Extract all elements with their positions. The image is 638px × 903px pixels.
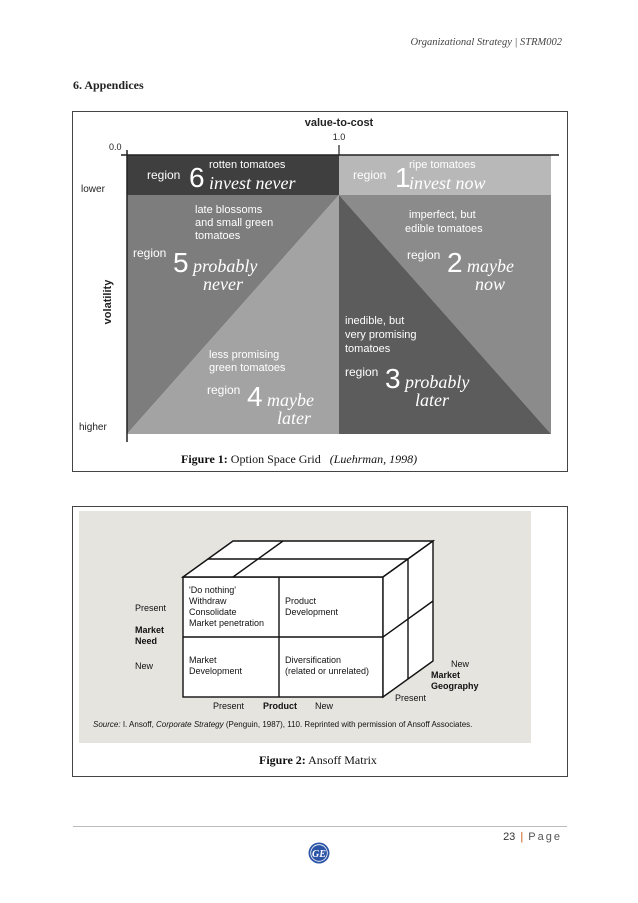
region-2-action-1: maybe: [467, 256, 514, 276]
figure-1-frame: [72, 111, 568, 472]
region-6-word: region: [147, 168, 181, 182]
region-6-desc: rotten tomatoes: [209, 159, 286, 171]
page-number: [503, 831, 562, 843]
ge-logo-icon: [308, 842, 330, 864]
left-axis-label-1: Market: [135, 625, 165, 635]
bottom-present-label: Present: [213, 701, 245, 711]
figure-2-title: Ansoff Matrix: [308, 753, 377, 767]
figure-1-label: Figure 1:: [181, 452, 228, 466]
x-axis-label: value-to-cost: [304, 117, 374, 129]
region-2-word: region: [407, 248, 441, 262]
region-2-desc-2: edible tomatoes: [405, 223, 483, 235]
region-4-word: region: [207, 383, 241, 397]
region-3-number: 3: [385, 363, 401, 394]
region-1-number: 1: [395, 162, 411, 193]
region-4-desc-2: green tomatoes: [209, 362, 286, 374]
region-1-action: invest now: [409, 173, 486, 193]
cell-tr-line-2: Development: [285, 607, 339, 617]
source-title: Corporate Strategy: [156, 720, 224, 729]
cell-tl-line-3: Consolidate: [189, 607, 237, 617]
region-3-desc-2: very promising: [345, 329, 417, 341]
source-line: [93, 720, 472, 729]
page-separator: |: [520, 831, 524, 843]
region-1-desc: ripe tomatoes: [409, 159, 476, 171]
page-number-value: 23: [503, 831, 516, 843]
left-new-label: New: [135, 661, 154, 671]
depth-axis-label-1: Market: [431, 670, 461, 680]
option-space-grid: [73, 112, 567, 442]
y-axis-label: volatility: [102, 279, 114, 325]
region-4-action-2: later: [277, 408, 311, 428]
region-5-desc-2: and small green: [195, 217, 274, 229]
left-axis-label-2: Need: [135, 636, 158, 646]
source-author: I. Ansoff,: [122, 720, 157, 729]
region-3-action-1: probably: [405, 372, 470, 392]
figure-1-citation: (Luehrman, 1998): [329, 452, 418, 466]
bottom-axis-label: Product: [263, 701, 298, 711]
figure-2-caption: [259, 753, 377, 768]
footer-rule: [73, 826, 567, 827]
page-label: Page: [528, 831, 562, 843]
region-1-word: region: [353, 168, 387, 182]
region-3-action-2: later: [415, 390, 449, 410]
region-5-action-1: probably: [193, 256, 258, 276]
region-6-action: invest never: [209, 173, 296, 193]
figure-2-label: Figure 2:: [259, 753, 306, 767]
cell-tl-line-1: 'Do nothing': [189, 585, 236, 595]
cell-tl-line-4: Market penetration: [189, 618, 265, 628]
cell-bl-line-1: Market: [189, 655, 217, 665]
svg-text:GE: GE: [312, 849, 326, 860]
figure-1-title: Option Space Grid: [230, 452, 321, 466]
figure-2-frame: [72, 506, 568, 777]
figure-1-caption: [181, 452, 417, 467]
region-3-desc-3: tomatoes: [345, 343, 391, 355]
cell-bl-line-2: Development: [189, 666, 243, 676]
ansoff-matrix: [79, 511, 531, 743]
cell-tr-line-1: Product: [285, 596, 317, 606]
region-6-number: 6: [189, 162, 205, 193]
cell-br-line-1: Diversification: [285, 655, 342, 665]
region-4-action-1: maybe: [267, 390, 314, 410]
y-low-label: lower: [81, 184, 105, 195]
region-5-desc-3: tomatoes: [195, 230, 241, 242]
region-2-action-2: now: [475, 274, 506, 294]
region-2-number: 2: [447, 247, 463, 278]
region-2-desc-1: imperfect, but: [409, 209, 476, 221]
running-header: Organizational Strategy | STRM002: [410, 37, 562, 48]
region-4-number: 4: [247, 381, 263, 412]
source-rest: (Penguin, 1987), 110. Reprinted with permission of Ansoff Associates.: [225, 720, 473, 729]
bottom-new-label: New: [315, 701, 334, 711]
source-prefix: Source:: [93, 720, 121, 729]
cell-tl-line-2: Withdraw: [189, 596, 227, 606]
depth-present-label: Present: [395, 693, 427, 703]
depth-axis-label-2: Geography: [431, 681, 479, 691]
region-5-action-2: never: [203, 274, 243, 294]
x-tick-0: 0.0: [109, 142, 122, 152]
left-present-label: Present: [135, 603, 167, 613]
region-5-desc-1: late blossoms: [195, 204, 263, 216]
y-high-label: higher: [79, 422, 107, 433]
cell-br-line-2: (related or unrelated): [285, 666, 370, 676]
region-3-word: region: [345, 365, 379, 379]
region-5-word: region: [133, 246, 167, 260]
depth-new-label: New: [451, 659, 470, 669]
region-3-desc-1: inedible, but: [345, 315, 405, 327]
region-4-desc-1: less promising: [209, 349, 280, 361]
section-heading: 6. Appendices: [73, 78, 144, 92]
region-5-number: 5: [173, 247, 189, 278]
x-tick-1: 1.0: [332, 132, 346, 142]
